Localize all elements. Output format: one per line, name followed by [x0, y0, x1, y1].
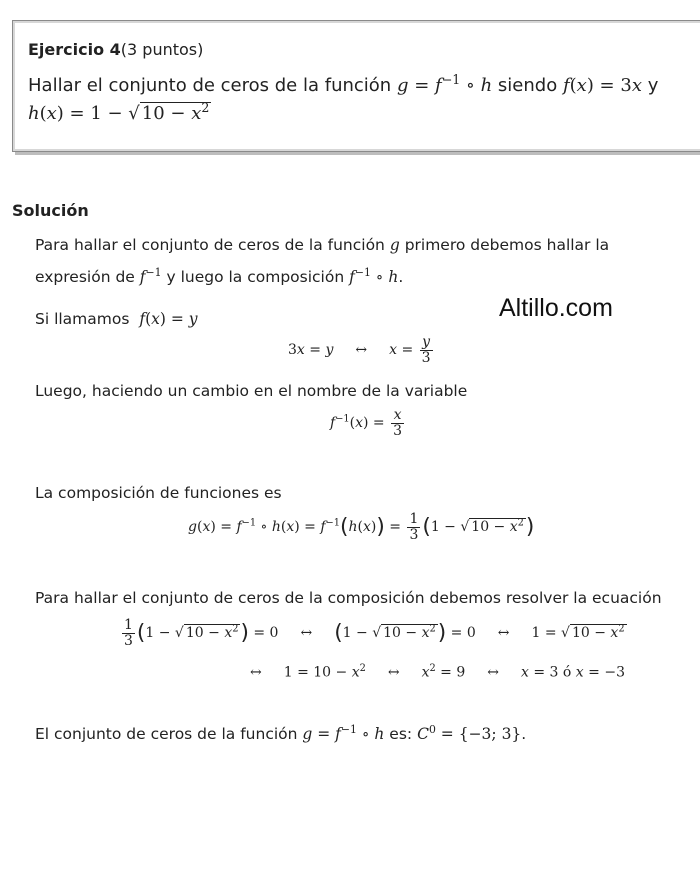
altillo-watermark: Altillo.com: [499, 294, 613, 322]
equation-solve-line-1: $\frac{1}{3}$ (1 − √ $10 - x^2) = 0$ ↔ (1 − √ $10 - x^2) = 0$ ↔ 1 = √ $10 - x^2$: [124, 617, 625, 649]
exercise-title: Ejercicio 4(3 puntos): [28, 40, 204, 59]
equation-inverse-step: 3x = y ↔ x = $\frac{y}{3}$: [288, 334, 431, 366]
exercise-statement-line-2: h(x) = 1 − √ $10 - x^2$: [28, 100, 210, 124]
solution-paragraph-4: La composición de funciones es: [35, 484, 282, 502]
equation-inverse-function: $f^{-1}(x)$ = $\frac{x}{3}$: [330, 407, 403, 439]
solution-paragraph-5: Para hallar el conjunto de ceros de la composición debemos resolver la ecuación: [35, 589, 662, 607]
solution-paragraph-1-line-1: Para hallar el conjunto de ceros de la función g primero debemos hallar la: [35, 236, 610, 254]
equation-composition: $g(x) = f^{-1}$ ∘ $h(x) = f^{-1}(h(x))$ = $\frac{1}{3}$ (1 − √ $10 - x^2$): [188, 511, 535, 543]
solution-paragraph-3: Luego, haciendo un cambio en el nombre de la variable: [35, 382, 468, 400]
solution-conclusion: El conjunto de ceros de la función $g = f^{-1}$ ∘ h es: $C^0 = \{-3$; 3}.: [35, 723, 527, 744]
equation-solve-line-2: ↔ $1 = 10 - x^2$ ↔ $x^2 = 9$ ↔ x = 3 ó x = −3: [250, 663, 625, 681]
solution-heading: Solución: [12, 201, 89, 220]
exercise-statement-line-1: Hallar el conjunto de ceros de la función $g = f^{-1}$ ∘ h siendo f(x) = 3x y: [28, 72, 659, 96]
solution-paragraph-2: Si llamamos f(x) = y: [35, 310, 198, 328]
solution-paragraph-1-line-2: expresión de $f^{-1}$ y luego la composición $f^{-1}$ ∘ h.: [35, 266, 404, 287]
